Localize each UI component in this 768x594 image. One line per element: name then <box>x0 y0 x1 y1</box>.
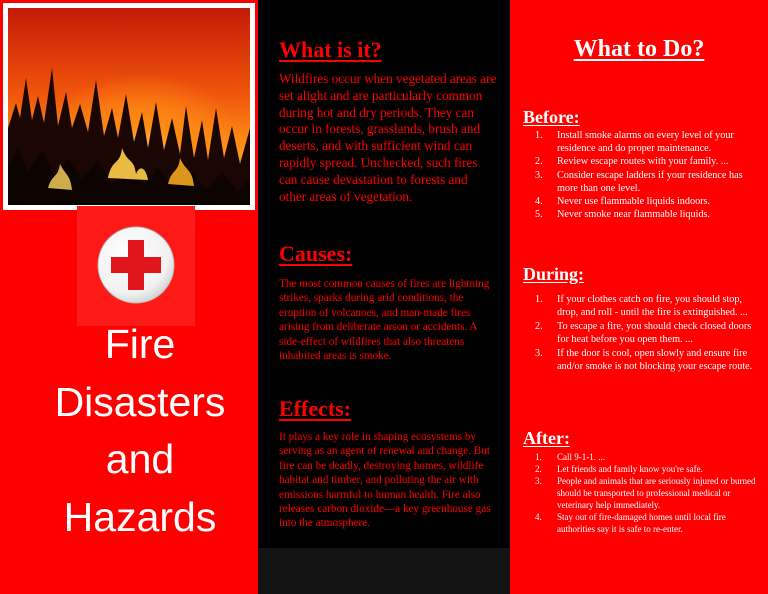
forest-wildfire-photo <box>8 8 250 205</box>
during-list <box>535 293 763 373</box>
list-item-text: Install smoke alarms on every level of your residence and do proper maintenance. <box>557 130 734 155</box>
list-item-text: To escape a fire, you should check closed doors for heat before you open them. ... <box>557 320 752 346</box>
what-text: Wildfires occur when vegetated areas are set alight and are particularly common during hot and dry periods. They can occur in forests, grasslands, brush and deserts, and with sufficient wind can rapidly spread. Unchecked, such fires can cause devastation to forests and other areas of vegetation. <box>279 71 497 204</box>
after-heading: After: <box>523 428 570 448</box>
causes-heading: Causes: <box>279 241 353 266</box>
cover-title <box>0 316 258 546</box>
during-heading: During: <box>523 264 585 284</box>
causes-text: The most common causes of fires are lightning strikes, sparks during arid conditions, the eruption of volcanoes, and man-made fires arising from deliberate arson or accidents. A side-effect of wildfires that also threatens inhabited areas is smoke. <box>279 278 490 363</box>
list-item-text: Never smoke near flammable liquids. <box>557 209 711 221</box>
before-heading: Before: <box>523 107 580 127</box>
wildfire-photo-frame <box>3 3 255 210</box>
effects-text: It plays a key role in shaping ecosystems by serving as an agent of renewal and change. But fire can be deadly, destroying homes, wildlife habitat and timber, and polluting the air with emissions harmful to human health. Fire also releases carbon dioxide—a key greenhouse gas into the atmosphere. <box>279 431 491 530</box>
panel-footer-strip <box>258 548 510 594</box>
emblem-box <box>77 206 195 326</box>
list-item-text: Consider escape ladders if your residence has more than one level. <box>557 169 743 194</box>
before-list <box>535 129 763 221</box>
list-item: 2. To escape a fire, you should check closed doors for heat before you open them. ... <box>535 320 752 346</box>
cover-title-line: and <box>105 436 175 482</box>
list-item-text: If the door is cool, open slowly and ensure fire and/or smoke is not blocking your escape route. <box>557 347 753 373</box>
list-item-text: If your clothes catch on fire, you should stop, drop, and roll - until the fire is extinguished. ... <box>557 294 748 319</box>
list-item: 1. Call 9-1-1. ... <box>535 452 605 462</box>
list-item: 3. Consider escape ladders if your residence has more than one level. <box>535 169 743 194</box>
list-item-text: Let friends and family know you're safe. <box>557 464 703 474</box>
list-item: 4. Stay out of fire-damaged homes until local fire authorities say it is safe to re-enter. <box>535 512 726 534</box>
red-cross-icon <box>97 226 175 304</box>
list-item-text: People and animals that are seriously injured or burned should be transported to professional medical or veterinary help immediately. <box>557 476 756 510</box>
after-list <box>535 451 763 535</box>
actions-panel <box>510 0 768 594</box>
actions-title: What to Do? <box>573 36 705 62</box>
info-panel <box>258 0 510 594</box>
cover-title-line: Fire <box>104 321 176 367</box>
list-item-text: Stay out of fire-damaged homes until local fire authorities say it is safe to re-enter. <box>557 512 726 534</box>
list-item: 2. Review escape routes with your family. ... <box>535 156 729 168</box>
list-item-text: Review escape routes with your family. ... <box>557 156 729 168</box>
what-heading: What is it? <box>279 37 382 62</box>
list-item: 3. People and animals that are seriously injured or burned should be transported to professional medical or veterinary help immediately. <box>535 476 756 510</box>
list-item: 5. Never smoke near flammable liquids. <box>535 209 711 221</box>
cover-title-line: Hazards <box>63 493 217 540</box>
cover-panel <box>0 0 258 594</box>
cover-title-line: Disasters <box>54 378 226 425</box>
list-item: 1. If your clothes catch on fire, you should stop, drop, and roll - until the fire is extinguished. ... <box>535 294 748 319</box>
list-item: 4. Never use flammable liquids indoors. <box>535 196 711 208</box>
list-item-text: Call 9-1-1. ... <box>557 452 605 462</box>
list-item-text: Never use flammable liquids indoors. <box>557 196 711 208</box>
list-item: 3. If the door is cool, open slowly and ensure fire and/or smoke is not blocking your escape route. <box>535 347 753 373</box>
effects-heading: Effects: <box>279 396 352 421</box>
list-item: 1. Install smoke alarms on every level of your residence and do proper maintenance. <box>535 130 734 155</box>
list-item: 2. Let friends and family know you're safe. <box>535 464 703 474</box>
